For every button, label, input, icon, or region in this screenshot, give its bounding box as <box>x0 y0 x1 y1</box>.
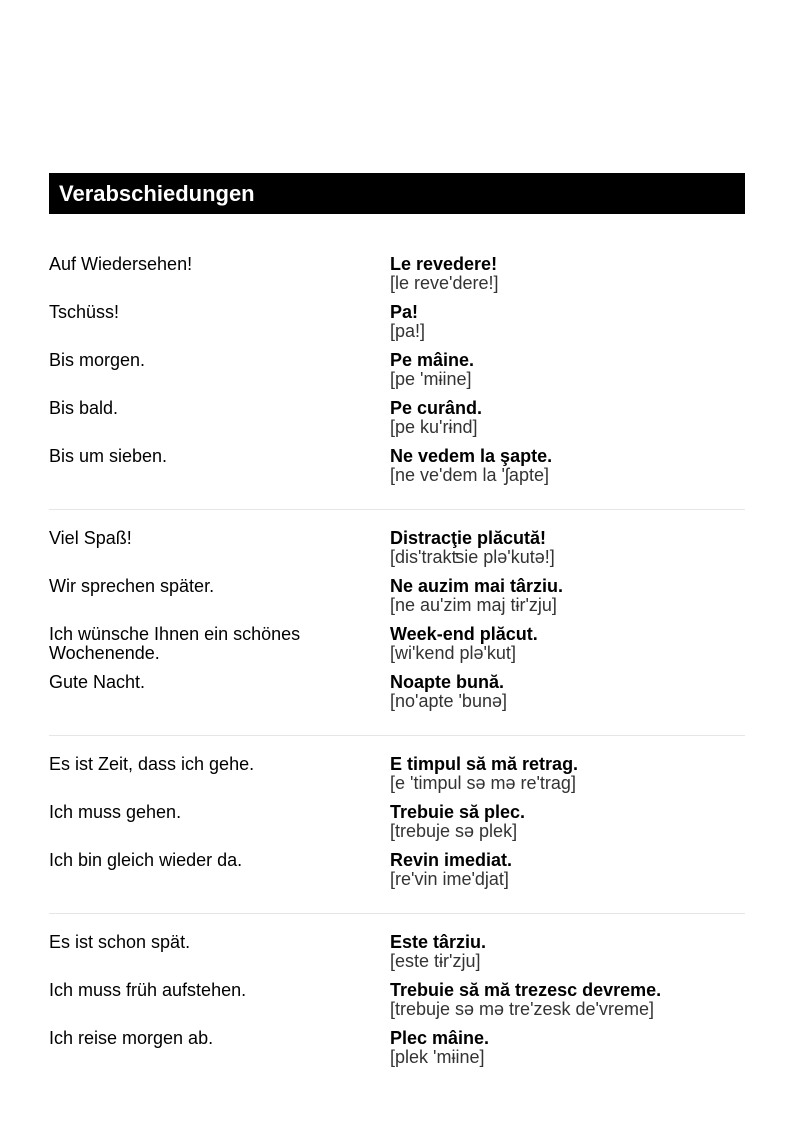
phrase-row <box>49 447 745 495</box>
phrase-row <box>49 255 745 303</box>
romanian-phrase: Revin imediat. <box>390 850 513 870</box>
romanian-phrase: Ne vedem la şapte. <box>390 446 553 466</box>
romanian-phrase: Distracţie plăcută! <box>390 528 547 548</box>
romanian-translation <box>390 851 745 899</box>
german-phrase: Es ist schon spät. <box>49 932 191 952</box>
pronunciation: [ne au'zim maj tɨr'zju] <box>390 595 557 615</box>
german-phrase: Viel Spaß! <box>49 528 132 548</box>
pronunciation: [trebuje sə plek] <box>390 821 518 841</box>
romanian-phrase: Plec mâine. <box>390 1028 490 1048</box>
pronunciation: [este tɨr'zju] <box>390 951 481 971</box>
romanian-phrase: Ne auzim mai târziu. <box>390 576 564 596</box>
german-phrase: Wir sprechen später. <box>49 576 215 596</box>
phrase-row <box>49 673 745 721</box>
phrase-row <box>49 1029 745 1077</box>
german-phrase: Es ist Zeit, dass ich gehe. <box>49 754 255 774</box>
phrase-row <box>49 933 745 981</box>
pronunciation: [dis'trakʦie plə'kutə!] <box>390 547 555 567</box>
romanian-translation <box>390 755 745 803</box>
romanian-phrase: Este târziu. <box>390 932 487 952</box>
german-phrase: Gute Nacht. <box>49 672 146 692</box>
phrase-row <box>49 529 745 577</box>
romanian-phrase: E timpul să mă retrag. <box>390 754 579 774</box>
romanian-translation <box>390 981 745 1029</box>
pronunciation: [pe 'mɨine] <box>390 369 472 389</box>
german-phrase: Bis um sieben. <box>49 446 168 466</box>
phrase-group <box>49 529 745 736</box>
phrase-row <box>49 755 745 803</box>
pronunciation: [ne ve'dem la 'ʃapte] <box>390 465 549 485</box>
pronunciation: [no'apte 'bunə] <box>390 691 507 711</box>
romanian-translation <box>390 625 745 673</box>
pronunciation: [re'vin ime'djat] <box>390 869 509 889</box>
romanian-phrase: Pe curând. <box>390 398 483 418</box>
pronunciation: [plek 'mɨine] <box>390 1047 485 1067</box>
section-title-bar <box>49 173 745 214</box>
german-phrase: Bis morgen. <box>49 350 146 370</box>
phrase-row <box>49 303 745 351</box>
phrasebook-page <box>49 173 745 1110</box>
phrase-row <box>49 803 745 851</box>
romanian-phrase: Pe mâine. <box>390 350 475 370</box>
pronunciation: [pa!] <box>390 321 426 341</box>
phrase-row <box>49 981 745 1029</box>
romanian-translation <box>390 447 745 495</box>
phrase-groups <box>49 255 745 1091</box>
phrase-group <box>49 755 745 914</box>
romanian-translation <box>390 303 745 351</box>
romanian-translation <box>390 673 745 721</box>
pronunciation: [le reve'dere!] <box>390 273 499 293</box>
phrase-row <box>49 851 745 899</box>
section-title: Verabschiedungen <box>59 180 255 206</box>
german-phrase: Ich bin gleich wieder da. <box>49 850 243 870</box>
phrase-row <box>49 625 745 673</box>
romanian-phrase: Trebuie să plec. <box>390 802 526 822</box>
romanian-translation <box>390 255 745 303</box>
romanian-translation <box>390 399 745 447</box>
romanian-translation <box>390 803 745 851</box>
phrase-group <box>49 933 745 1091</box>
phrase-row <box>49 351 745 399</box>
pronunciation: [e 'timpul sə mə re'trag] <box>390 773 576 793</box>
romanian-phrase: Noapte bună. <box>390 672 505 692</box>
romanian-phrase: Week-end plăcut. <box>390 624 538 644</box>
romanian-translation <box>390 1029 745 1077</box>
romanian-translation <box>390 351 745 399</box>
german-phrase: Ich reise morgen ab. <box>49 1028 214 1048</box>
german-phrase: Ich wünsche Ihnen ein schönes Wochenende. <box>49 624 301 663</box>
phrase-group <box>49 255 745 510</box>
romanian-phrase: Pa! <box>390 302 419 322</box>
romanian-translation <box>390 577 745 625</box>
romanian-translation <box>390 933 745 981</box>
german-phrase: Ich muss früh aufstehen. <box>49 980 247 1000</box>
german-phrase: Auf Wiedersehen! <box>49 254 193 274</box>
pronunciation: [wi'kend plə'kut] <box>390 643 516 663</box>
romanian-translation <box>390 529 745 577</box>
german-phrase: Bis bald. <box>49 398 119 418</box>
romanian-phrase: Trebuie să mă trezesc devreme. <box>390 980 662 1000</box>
german-phrase: Tschüss! <box>49 302 120 322</box>
romanian-phrase: Le revedere! <box>390 254 498 274</box>
german-phrase: Ich muss gehen. <box>49 802 182 822</box>
phrase-row <box>49 577 745 625</box>
pronunciation: [pe ku'rɨnd] <box>390 417 478 437</box>
phrase-row <box>49 399 745 447</box>
pronunciation: [trebuje sə mə tre'zesk de'vreme] <box>390 999 654 1019</box>
